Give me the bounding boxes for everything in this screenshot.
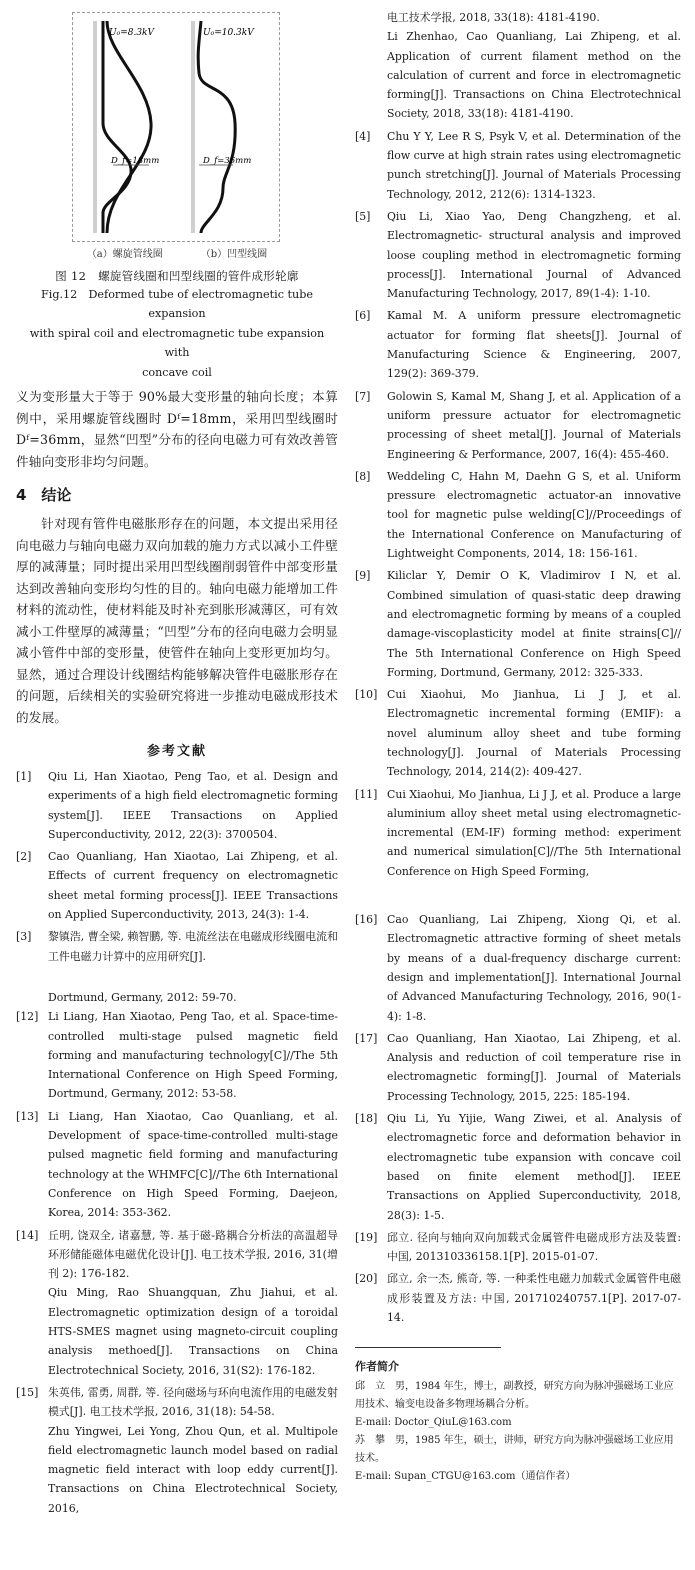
author-bio-2: 苏 攀 男，1985 年生，硕士，讲师，研究方向为脉冲强磁场工业应用技术。 (355, 1435, 674, 1465)
reference-item (355, 387, 681, 464)
fig-dim-a: D_f=18mm (111, 156, 160, 166)
reference-number: [2] (16, 850, 32, 864)
reference-text-main: Li Liang, Han Xiaotao, Cao Quanliang, et al. Development of space-time-controlled multi-stage pulsed magnetic field forming and manufacturing technology at the WHMFC[C]//The 6th International Conference on High Speed Forming, Daejeon, Korea, 2014: 353-362. (48, 1109, 338, 1220)
reference-number: [3] (16, 930, 32, 944)
reference-text-main: Li Liang, Han Xiaotao, Peng Tao, et al. Space-time-controlled multi-stage pulsed magnetic field forming and manufacturing technology[C]//The 5th International Conference on High Speed Forming, Dortmund, Germany, 2012: 53-58. (48, 1010, 338, 1101)
reference-text (387, 910, 681, 1026)
reference-item (355, 910, 681, 1026)
fig-label-b: U₀=10.3kV (203, 28, 254, 38)
reference-list-left-2 (16, 1007, 338, 1518)
figure-caption-en-2: with spiral coil and electromagnetic tube expansion with (29, 327, 325, 359)
reference-text-main: Cui Xiaohui, Mo Jianhua, Li J J, et al. Electromagnetic incremental forming (EMIF): a novel aluminum alloy sheet and tube forming technology[J]. Journal of Materials Processing Technology, 2014, 214(2): 409-427. (387, 688, 681, 779)
reference-item (355, 1029, 681, 1106)
reference-text (387, 207, 681, 303)
reference-number: [4] (355, 129, 371, 143)
reference-number: [19] (355, 1230, 378, 1244)
reference-list-right-2 (355, 910, 681, 1327)
section-heading-conclusion: 4 结论 (16, 486, 72, 504)
figure-caption-cn: 图 12 螺旋管线圈和凹型线圈的管件成形轮廓 (55, 269, 299, 283)
coil-a (93, 21, 97, 233)
tube-b-profile (198, 21, 235, 233)
reference-item (355, 1269, 681, 1327)
reference-text (387, 387, 681, 464)
reference-item (355, 1228, 681, 1267)
reference-number: [12] (16, 1010, 39, 1024)
reference-item (16, 1007, 338, 1103)
reference-text (387, 1269, 681, 1327)
reference-number: [9] (355, 569, 371, 583)
reference-item (16, 1226, 338, 1380)
reference-item (16, 847, 338, 924)
reference-number: [17] (355, 1031, 378, 1045)
reference-text (387, 467, 681, 563)
reference-item (355, 306, 681, 383)
reference-text (48, 1383, 338, 1518)
author-email-2: E-mail: Supan_CTGU@163.com（通信作者） (355, 1471, 576, 1483)
reference-text-main: Kamal M. A uniform pressure electromagnetic actuator for forming flat sheets[J]. Journal of Manufacturing Science & Engineering, 2007, 129(2): 369-379. (387, 309, 681, 381)
reference-item (16, 1383, 338, 1518)
reference-item (355, 207, 681, 303)
reference-number: [1] (16, 770, 32, 783)
fig-dim-b: D_f=36mm (203, 156, 252, 166)
reference-text (48, 1226, 338, 1380)
reference-number: [20] (355, 1272, 378, 1286)
reference-text-main: Qiu Li, Han Xiaotao, Peng Tao, et al. Design and experiments of a high field electromagnetic forming system[J]. IEEE Transactions on Applied Superconductivity, 2012, 22(3): 3700504. (48, 770, 338, 841)
reference-item (355, 1109, 681, 1225)
reference-number: [7] (355, 389, 371, 403)
reference-list-right (355, 127, 681, 881)
reference-text (387, 306, 681, 383)
reference-continuation: Dortmund, Germany, 2012: 59-70. (48, 990, 237, 1004)
reference-text-english: Zhu Yingwei, Lei Yong, Zhou Qun, et al. Multipole field electromagnetic launch model based on radial magnetic field interact with loop eddy current[J]. Transactions on China Electrotechnical Society, 2016, (48, 1424, 338, 1515)
reference-text (48, 847, 338, 924)
reference-item (355, 785, 681, 881)
reference-number: [6] (355, 309, 371, 323)
reference-item (16, 927, 338, 966)
reference-text (387, 1109, 681, 1225)
reference-text-main: 丘明, 饶双全, 诸嘉慧, 等. 基于磁-路耦合分析法的高温超导环形储能磁体电磁优化设计[J]. 电工技术学报, 2016, 31(增刊 2): 176-182. (48, 1228, 338, 1281)
footnote-rule (355, 1347, 501, 1348)
reference-number: [18] (355, 1112, 378, 1126)
reference-number: [11] (355, 787, 378, 801)
reference-text (387, 685, 681, 781)
reference-text-main: Cao Quanliang, Han Xiaotao, Lai Zhipeng, et al. Analysis and reduction of coil temperature rise in electromagnetic forming[J]. Journal of Materials Processing Technology, 2015, 225: 185-194. (387, 1031, 681, 1103)
reference-text (387, 785, 681, 881)
reference-text-main: 朱英伟, 雷勇, 周群, 等. 径向磁场与环向电流作用的电磁发射模式[J]. 电工技术学报, 2016, 31(18): 54-58. (48, 1385, 338, 1419)
body-paragraph-conclusion: 针对现有管件电磁胀形存在的问题，本文提出采用径向电磁力与轴向电磁力双向加载的施力方式以减小工件壁厚的减薄量；同时提出采用凹型线圈削弱管件中部变形量达到改善轴向变形均匀性的目的。轴向电磁力能增加工件材料的流动性，使材料能及时补充到胀形减薄区，可有效减小工件壁厚的减薄量；“凹型”分布的径向电磁力会明显减小管件中部的变形量，使管件在轴向上变形更加均匀。显然，通过合理设计线圈结构能够解决管件电磁胀形存在的问题，后续相关的实验研究将进一步推动电磁成形技术的发展。 (16, 516, 338, 725)
subcaption-b: （b）凹型线圈 (200, 249, 268, 260)
reference-text-main: 邱立. 径向与轴向双向加载式金属管件电磁成形方法及装置: 中国, 201310336158.1[P]. 2015-01-07. (387, 1230, 681, 1264)
reference-text-main: Cao Quanliang, Han Xiaotao, Lai Zhipeng, et al. Effects of current frequency on electromagnetic sheet metal forming process[J]. IEEE Transactions on Applied Superconductivity, 2013, 24(3): 1-4. (48, 850, 338, 922)
reference-text-main: Kiliclar Y, Demir O K, Vladimirov I N, et al. Combined simulation of quasi-static deep drawing and electromagnetic forming by means of a coupled damage-viscoplasticity model at finite strains[C]// The 5th International Conference on High Speed Forming, Dortmund, Germany, 2012: 325-333. (387, 569, 681, 679)
reference-number: [16] (355, 913, 378, 927)
reference-number: [15] (16, 1385, 39, 1399)
tube-a-profile (107, 21, 151, 233)
reference-continuation-en: Li Zhenhao, Cao Quanliang, Lai Zhipeng, et al. Application of current filament method on the calculation of current and force in electromagnetic forming[J]. Transactions on China Electrotechnical Society, 2018, 33(18): 4181-4190. (387, 30, 681, 121)
reference-text (387, 1029, 681, 1106)
reference-text (387, 566, 681, 682)
reference-list-left (16, 767, 338, 966)
reference-number: [8] (355, 469, 371, 483)
author-bio-heading: 作者简介 (355, 1360, 399, 1374)
reference-text-main: Golowin S, Kamal M, Shang J, et al. Application of a uniform pressure actuator for electromagnetic processing of sheet metal[J]. Journal of Materials Engineering & Performance, 2007, 16(4): 455-460. (387, 389, 681, 461)
reference-text (48, 767, 338, 844)
reference-number: [13] (16, 1109, 39, 1123)
author-email-1: E-mail: Doctor_QiuL@163.com (355, 1417, 512, 1429)
reference-text-english: Qiu Ming, Rao Shuangquan, Zhu Jiahui, et al. Electromagnetic optimization design of a toroidal HTS-SMES magnet using magneto-circuit coupling analysis methoed[J]. Transactions on China Electrotechnical Society, 2016, 31(S2): 176-182. (48, 1286, 338, 1377)
reference-text-main: Chu Y Y, Lee R S, Psyk V, et al. Determination of the flow curve at high strain rates using electromagnetic punch stretching[J]. Journal of Materials Processing Technology, 2012, 212(6): 1314-1323. (387, 129, 681, 201)
author-bio-1: 邱 立 男，1984 年生，博士，副教授，研究方向为脉冲强磁场工业应用技术、输变电设备多物理场耦合分析。 (355, 1381, 674, 1411)
coil-b (191, 21, 195, 233)
subcaption-a: （a）螺旋管线圈 (86, 249, 163, 260)
reference-text-main: 邱立, 余一杰, 熊奇, 等. 一种柔性电磁力加载式金属管件电磁成形装置及方法: 中国, 201710240757.1[P]. 2017-07-14. (387, 1272, 681, 1324)
reference-number: [5] (355, 209, 371, 223)
reference-text (48, 927, 338, 966)
reference-text (387, 1228, 681, 1267)
tube-profile-diagram (73, 13, 279, 241)
reference-item (355, 566, 681, 682)
reference-item (16, 767, 338, 844)
reference-text-main: Qiu Li, Xiao Yao, Deng Changzheng, et al. Electromagnetic- structural analysis and improved loose coupling method in electromagnetic forming process[J]. International Journal of Advanced Manufacturing Technology, 2017, 89(1-4): 1-10. (387, 209, 681, 301)
figure-caption-en-3: concave coil (142, 366, 212, 379)
reference-text (48, 1107, 338, 1223)
reference-item (355, 685, 681, 781)
reference-number: [10] (355, 688, 378, 702)
reference-text (48, 1007, 338, 1103)
reference-item (355, 467, 681, 563)
reference-text-main: 黎镇浩, 曹全梁, 赖智鹏, 等. 电流丝法在电磁成形线圈电流和工件电磁力计算中的应用研究[J]. (48, 930, 338, 963)
reference-item (16, 1107, 338, 1223)
reference-item (355, 127, 681, 204)
reference-continuation-cn: 电工技术学报, 2018, 33(18): 4181-4190. (387, 11, 600, 24)
reference-text-main: Qiu Li, Yu Yijie, Wang Ziwei, et al. Analysis of electromagnetic force and deformation behavior in electromagnetic tube expansion with concave coil based on finite element method[J]. IEEE Transactions on Applied Superconductivity, 2018, 28(3): 1-5. (387, 1112, 681, 1222)
right-column (355, 0, 681, 1486)
reference-text-main: Cui Xiaohui, Mo Jianhua, Li J J, et al. Produce a large aluminium alloy sheet metal using electromagnetic-incremental (EM-IF) forming method: experiment and numerical simulation[C]//The 5th International Conference on High Speed Forming, (387, 787, 681, 878)
figure-12 (72, 12, 280, 242)
reference-text-main: Weddeling C, Hahn M, Daehn G S, et al. Uniform pressure electromagnetic actuator-an innovative tool for magnetic pulse welding[C]//Proceedings of the International Conference on Manufacturing of Lightweight Components, 2014, 18: 156-161. (387, 469, 681, 561)
fig-label-a: U₀=8.3kV (109, 28, 154, 38)
reference-text-main: Cao Quanliang, Lai Zhipeng, Xiong Qi, et al. Electromagnetic attractive forming of sheet metals by means of a dual-frequency discharge current: design and implementation[J]. International Journal of Advanced Manufacturing Technology, 2016, 90(1-4): 1-8. (387, 913, 681, 1023)
left-column (16, 0, 338, 1521)
body-paragraph-1: 义为变形量大于等于 90%最大变形量的轴向长度；本算例中，采用螺旋管线圈时 Dᶠ=18mm，采用凹型线圈时 Dᶠ=36mm，显然“凹型”分布的径向电磁力可有效改善管件轴向变形非均匀问题。 (16, 389, 338, 469)
reference-number: [14] (16, 1228, 39, 1242)
references-heading: 参考文献 (146, 744, 207, 759)
figure-caption-en-1: Fig.12 Deformed tube of electromagnetic tube expansion (40, 288, 314, 320)
subfigure-captions (16, 245, 338, 260)
reference-text (387, 127, 681, 204)
